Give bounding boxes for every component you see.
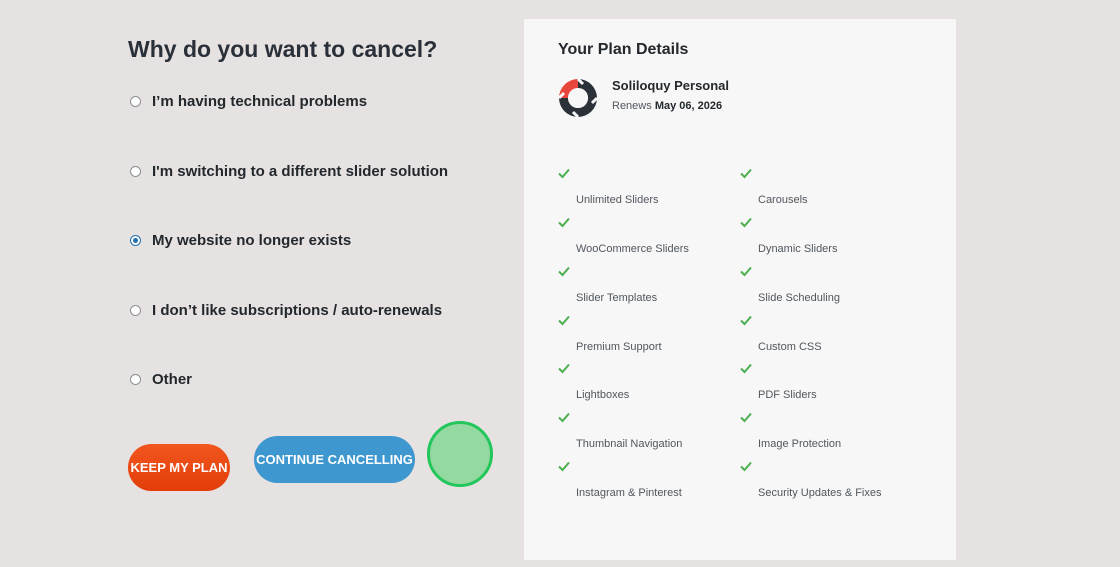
checkmark-icon (739, 410, 753, 424)
checkmark-icon (557, 459, 571, 473)
feature-label: PDF Sliders (758, 389, 817, 401)
checkmark-icon (557, 166, 571, 180)
checkmark-icon (557, 410, 571, 424)
feature-label: WooCommerce Sliders (576, 243, 689, 255)
checkmark-icon (739, 166, 753, 180)
soliloquy-logo-icon (557, 77, 599, 119)
checkmark-icon (739, 313, 753, 327)
cancel-reason-section (128, 0, 488, 567)
feature-label: Carousels (758, 194, 808, 206)
reason-radio-no-subscriptions[interactable] (130, 305, 141, 316)
checkmark-icon (739, 264, 753, 278)
feature-label: Premium Support (576, 341, 662, 353)
reason-option-switching-solution[interactable] (130, 160, 448, 182)
renews-date: May 06, 2026 (654, 100, 723, 112)
feature-label: Thumbnail Navigation (576, 438, 683, 450)
checkmark-icon (557, 215, 571, 229)
reason-radio-website-gone[interactable] (130, 235, 141, 246)
plan-name: Soliloquy Personal (612, 78, 730, 93)
continue-cancelling-button[interactable]: CONTINUE CANCELLING (254, 436, 415, 483)
reason-option-website-gone[interactable] (130, 229, 351, 251)
reason-label: I'm switching to a different slider solution (152, 162, 449, 180)
renews-label: Renews (612, 100, 652, 112)
checkmark-icon (557, 361, 571, 375)
reason-radio-other[interactable] (130, 374, 141, 385)
feature-label: Lightboxes (576, 389, 630, 401)
reason-option-technical-problems[interactable] (130, 90, 367, 112)
feature-label: Slider Templates (576, 292, 658, 304)
plan-details-title: Your Plan Details (558, 41, 689, 58)
reason-label: Other (152, 370, 193, 388)
renewal-info (612, 100, 722, 112)
reason-radio-switching-solution[interactable] (130, 166, 141, 177)
feature-label: Image Protection (758, 438, 842, 450)
checkmark-icon (739, 361, 753, 375)
checkmark-icon (739, 215, 753, 229)
reason-label: My website no longer exists (152, 231, 352, 249)
feature-label: Custom CSS (758, 341, 822, 353)
reason-option-no-subscriptions[interactable] (130, 299, 442, 321)
feature-label: Security Updates & Fixes (758, 487, 882, 499)
click-indicator (427, 421, 493, 487)
reason-radio-technical-problems[interactable] (130, 96, 141, 107)
feature-label: Slide Scheduling (758, 292, 840, 304)
reason-label: I don’t like subscriptions / auto-renewals (152, 301, 443, 319)
feature-label: Instagram & Pinterest (576, 487, 682, 499)
plan-details-panel (524, 19, 956, 560)
reason-label: I’m having technical problems (152, 92, 368, 110)
checkmark-icon (557, 313, 571, 327)
keep-plan-button[interactable]: KEEP MY PLAN (128, 444, 230, 491)
feature-label: Unlimited Sliders (576, 194, 659, 206)
reason-option-other[interactable] (130, 368, 192, 390)
checkmark-icon (557, 264, 571, 278)
feature-label: Dynamic Sliders (758, 243, 838, 255)
checkmark-icon (739, 459, 753, 473)
page-title: Why do you want to cancel? (128, 36, 438, 62)
